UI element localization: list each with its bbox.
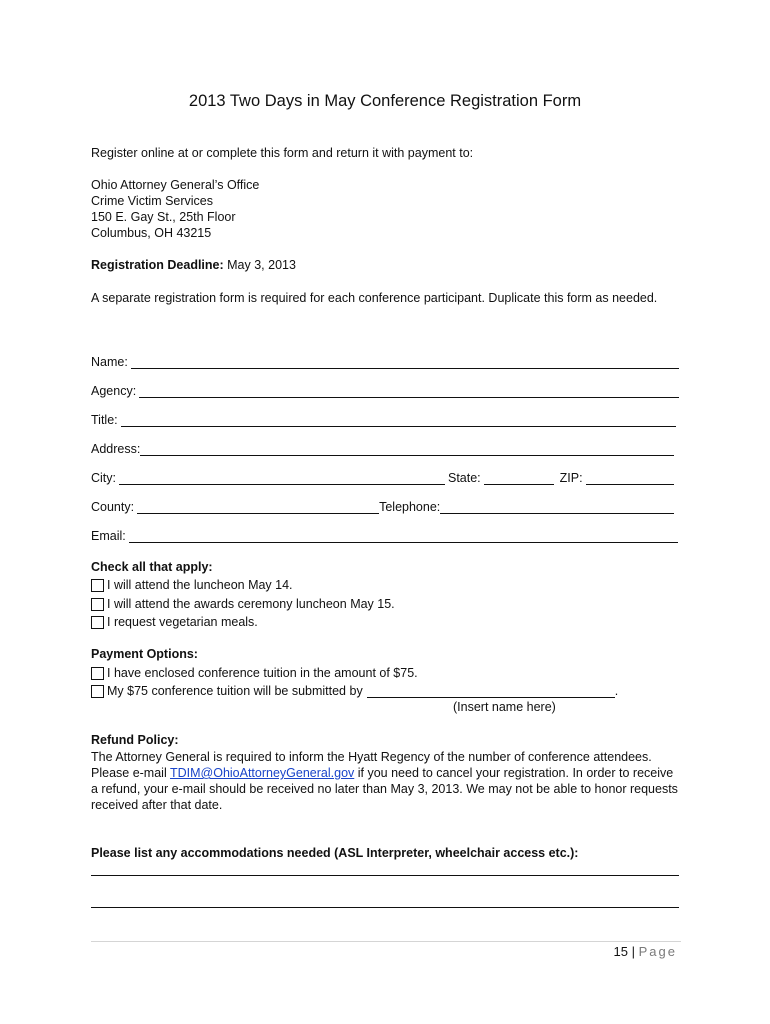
refund-heading: Refund Policy: xyxy=(91,733,179,747)
payment-enclosed-label: I have enclosed conference tuition in the amount of $75. xyxy=(107,666,418,680)
email-label: Email: xyxy=(91,529,126,543)
insert-name-note: (Insert name here) xyxy=(453,700,556,714)
awards-luncheon-label: I will attend the awards ceremony luncheon May 15. xyxy=(107,597,395,611)
county-input-line[interactable] xyxy=(137,500,379,514)
accommodations-line-1[interactable] xyxy=(91,875,679,876)
address-field[interactable] xyxy=(91,438,674,456)
intro-text: Register online at or complete this form and return it with payment to: xyxy=(91,146,474,160)
page-number-footer xyxy=(614,944,677,959)
footer-divider xyxy=(91,941,681,942)
address-line-4: Columbus, OH 43215 xyxy=(91,226,212,240)
city-state-zip-row xyxy=(91,467,674,485)
city-input-line[interactable] xyxy=(119,471,445,485)
vegetarian-option[interactable] xyxy=(91,613,258,631)
awards-luncheon-checkbox[interactable] xyxy=(91,598,104,611)
luncheon-may14-checkbox[interactable] xyxy=(91,579,104,592)
address-line-3: 150 E. Gay St., 25th Floor xyxy=(91,210,236,224)
form-title: 2013 Two Days in May Conference Registration Form xyxy=(188,92,582,110)
registration-deadline xyxy=(91,258,296,272)
payment-submitted-label: My $75 conference tuition will be submitted by xyxy=(107,684,363,698)
state-input-line[interactable] xyxy=(484,471,554,485)
deadline-value: May 3, 2013 xyxy=(223,258,296,272)
county-telephone-row xyxy=(91,496,674,514)
address-input-line[interactable] xyxy=(140,442,674,456)
title-label: Title: xyxy=(91,413,118,427)
payment-submitted-checkbox[interactable] xyxy=(91,685,104,698)
agency-field[interactable] xyxy=(91,380,679,398)
deadline-label: Registration Deadline: xyxy=(91,258,224,272)
agency-input-line[interactable] xyxy=(139,384,679,398)
vegetarian-label: I request vegetarian meals. xyxy=(107,615,258,629)
accommodations-heading: Please list any accommodations needed (ASL Interpreter, wheelchair access etc.): xyxy=(91,846,579,860)
county-label: County: xyxy=(91,500,135,514)
state-label: State: xyxy=(448,471,481,485)
luncheon-may14-label: I will attend the luncheon May 14. xyxy=(107,578,293,592)
luncheon-may14-option[interactable] xyxy=(91,576,293,594)
title-field[interactable] xyxy=(91,409,676,427)
city-label: City: xyxy=(91,471,116,485)
payment-enclosed-option[interactable] xyxy=(91,664,418,682)
payment-enclosed-checkbox[interactable] xyxy=(91,667,104,680)
refund-email-link[interactable]: TDIM@OhioAttorneyGeneral.gov xyxy=(169,766,355,780)
refund-text-before-link: The Attorney General is required to inform the Hyatt Regency of the number of conference attendees. Please e-mail xyxy=(91,750,652,780)
address-line-2: Crime Victim Services xyxy=(91,194,214,208)
accommodations-line-2[interactable] xyxy=(91,907,679,908)
name-field[interactable] xyxy=(91,351,679,369)
zip-label: ZIP: xyxy=(559,471,583,485)
zip-input-line[interactable] xyxy=(586,471,674,485)
name-label: Name: xyxy=(91,355,128,369)
refund-policy-text xyxy=(91,749,681,813)
separate-form-note: A separate registration form is required for each conference participant. Duplicate this form as needed. xyxy=(91,291,658,305)
payment-heading: Payment Options: xyxy=(91,647,198,661)
address-label: Address: xyxy=(91,442,141,456)
address-line-1: Ohio Attorney General’s Office xyxy=(91,178,260,192)
agency-label: Agency: xyxy=(91,384,137,398)
refund-text-after-link: if you need to cancel your registration. In order to receive a refund, your e-mail should be received no later than May 3, 2013. We may not be able to honor requests received after that date. xyxy=(91,766,678,812)
payment-submitted-period: . xyxy=(614,684,619,698)
page-number: 15 xyxy=(613,944,628,959)
telephone-input-line[interactable] xyxy=(440,500,674,514)
name-input-line[interactable] xyxy=(131,355,679,369)
vegetarian-checkbox[interactable] xyxy=(91,616,104,629)
awards-luncheon-option[interactable] xyxy=(91,595,395,613)
email-input-line[interactable] xyxy=(129,529,678,543)
email-field[interactable] xyxy=(91,525,678,543)
title-input-line[interactable] xyxy=(121,413,676,427)
page-separator: | xyxy=(631,944,635,959)
page-word: Page xyxy=(638,944,677,959)
check-all-heading: Check all that apply: xyxy=(91,560,213,574)
payment-submitted-by-input-line[interactable] xyxy=(367,684,615,698)
payment-submitted-by-option[interactable] xyxy=(91,682,618,700)
telephone-label: Telephone: xyxy=(379,500,441,514)
